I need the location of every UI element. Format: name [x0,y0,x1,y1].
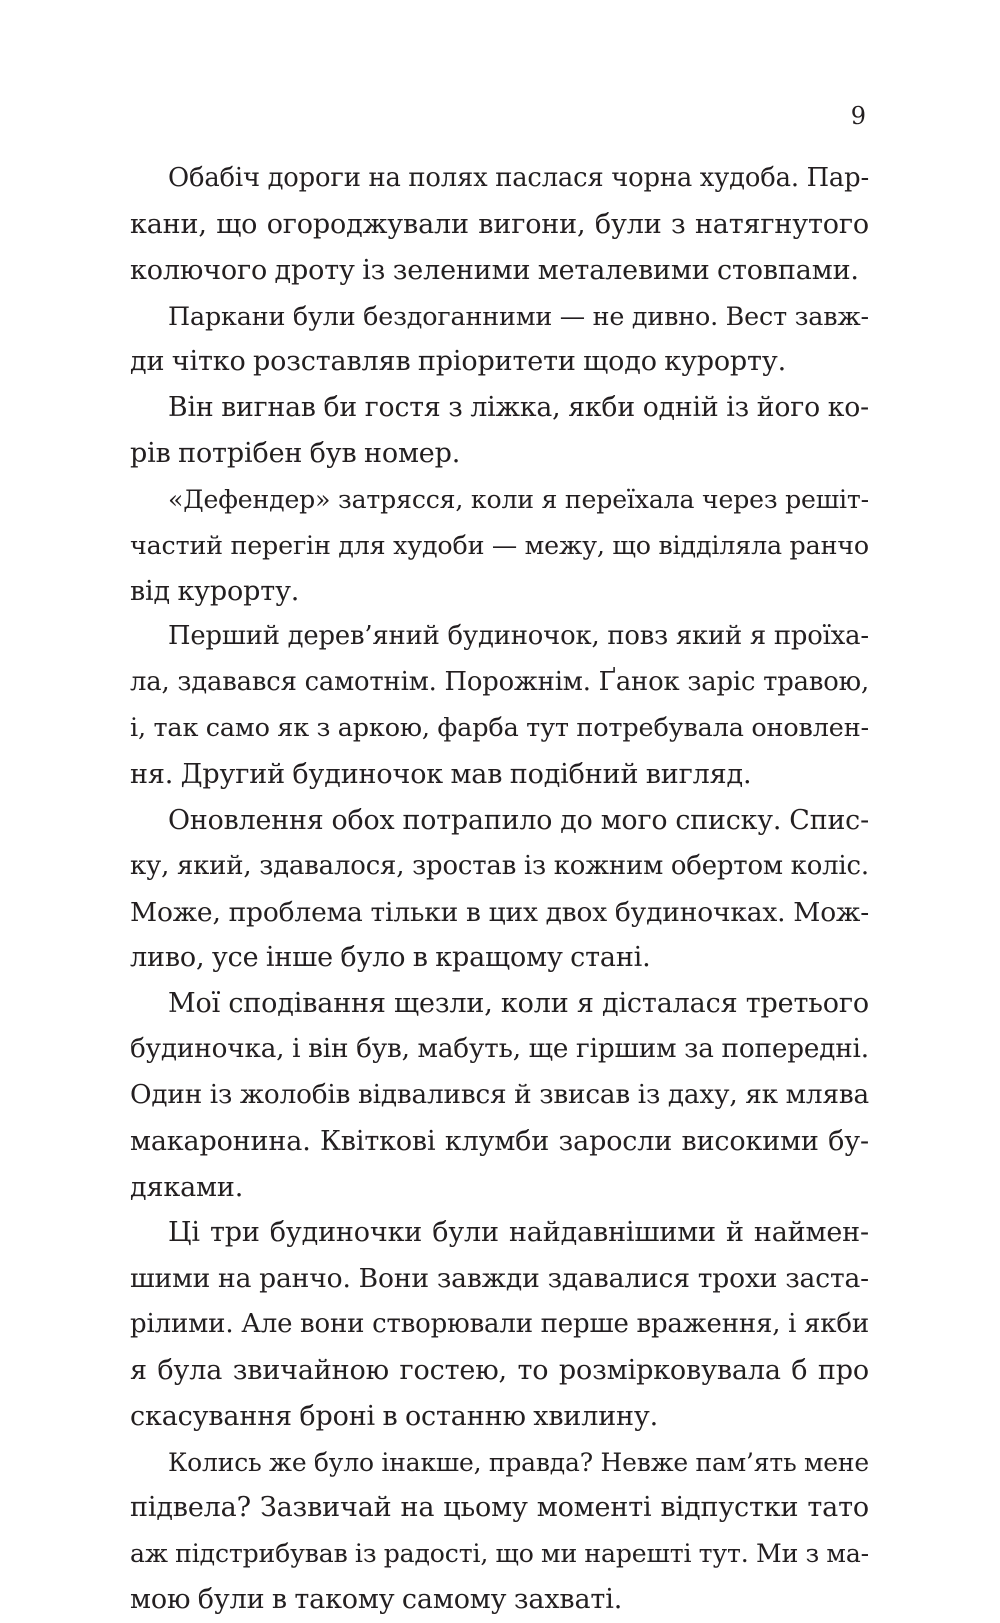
text-line: Колись же було інакше, правда? Невже пам’ять мене [168,1447,869,1477]
text-line: будиночка, і він був, мабуть, ще гіршим за попередні. [130,1034,869,1065]
text-line: ла, здавався самотнім. Порожнім. Ґанок заріс травою, [130,667,869,698]
text-line: макаронина. Квіткові клумби заросли високими бу- [130,1125,869,1157]
text-line: аж підстрибував із радості, що ми нарешті тут. Ми з ма- [130,1539,869,1569]
text-line: частий перегін для худоби — межу, що відділяла ранчо [130,529,869,560]
text-line: скасування броні в останню хвилину. [130,1400,659,1432]
text-line: ди чітко розставляв пріоритети щодо курорту. [130,346,787,378]
text-line: я була звичайною гостею, то розмірковувала б про [130,1354,869,1386]
text-line: шими на ранчо. Вони завжди здавалися трохи заста- [130,1263,869,1295]
text-line: Перший дерев’яний будиночок, повз який я проїха- [168,621,869,652]
text-line: Паркани були бездоганними — не дивно. Вест завж- [168,300,869,331]
text-line: і, так само як з аркою, фарба тут потребувала оновлен- [130,713,869,744]
page-number: 9 [850,102,866,130]
text-line: колючого дроту із зеленими металевими стовпами. [130,254,859,286]
text-line: кани, що огороджували вигони, були з натягнутого [130,208,869,240]
text-line: Він вигнав би гостя з ліжка, якби одній із його ко- [168,392,869,424]
text-line: дяками. [130,1171,244,1203]
text-line: ку, який, здавалося, зростав із кожним обертом коліс. [130,850,869,881]
text-line: мою були в такому самому захваті. [130,1584,623,1616]
text-line: Оновлення обох потрапило до мого списку. Спис- [168,804,869,836]
text-line: рів потрібен був номер. [130,438,461,470]
text-line: Ці три будиночки були найдавнішими й наймен- [168,1217,869,1249]
text-line: Один із жолобів відвалився й звисав із даху, як млява [130,1079,869,1110]
body-text [130,156,869,1623]
text-line: від курорту. [130,575,300,607]
text-line: Обабіч дороги на полях паслася чорна худоба. Пар- [168,163,869,193]
text-line: підвела? Зазвичай на цьому моменті відпустки тато [130,1492,869,1524]
text-line: ня. Другий будиночок мав подібний вигляд. [130,758,752,790]
text-line: ливо, усе інше було в кращому стані. [130,942,651,974]
text-line: «Дефендер» затрясся, коли я переїхала через решіт- [168,484,869,514]
text-line: рілими. Але вони створювали перше враження, і якби [130,1309,869,1340]
text-line: Може, проблема тільки в цих двох будиночках. Мож- [130,896,869,928]
text-line: Мої сподівання щезли, коли я дісталася третього [168,988,869,1020]
